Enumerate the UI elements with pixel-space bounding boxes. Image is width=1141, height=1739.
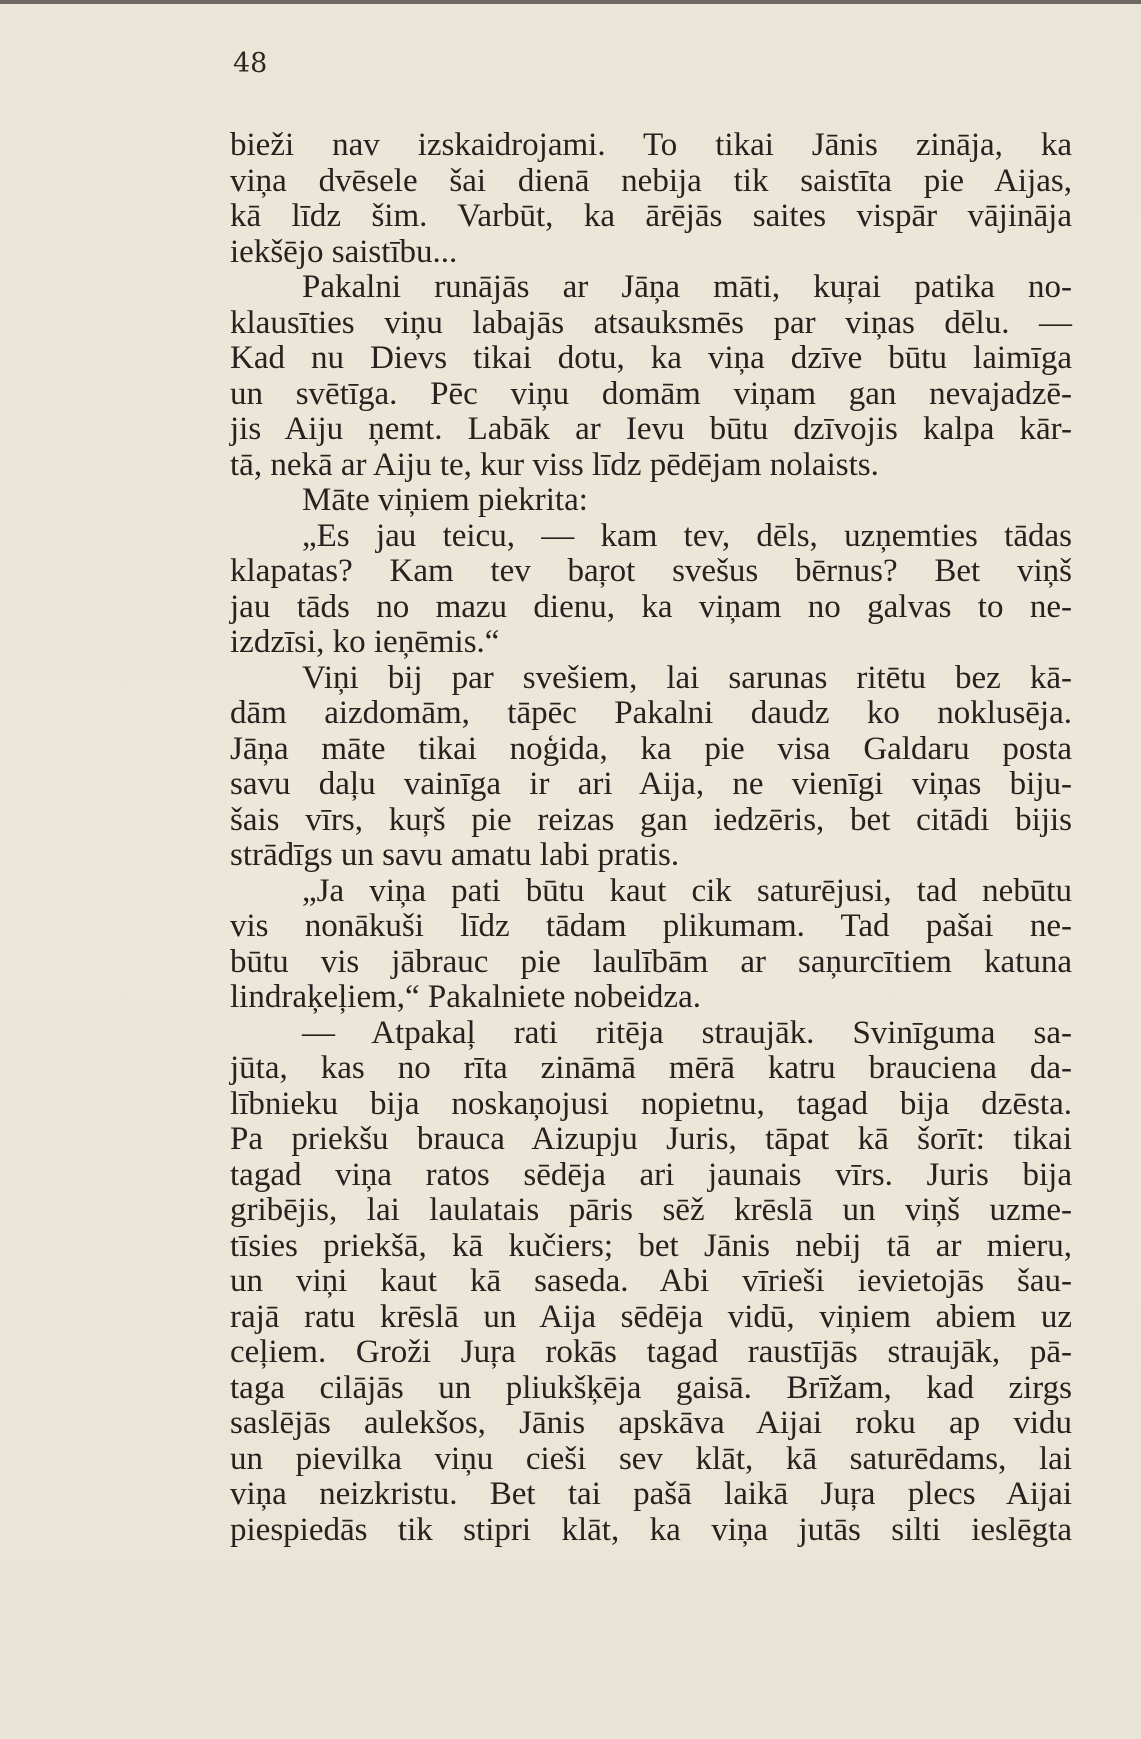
text-line: saslējās aulekšos, Jānis apskāva Aijai roku ap vidu [230, 1405, 1072, 1441]
text-line: savu daļu vainīga ir ari Aija, ne vienīgi viņas biju- [230, 766, 1072, 802]
page-top-edge [0, 0, 1141, 4]
text-line: „Es jau teicu, — kam tev, dēls, uzņemties tādas [302, 517, 1072, 554]
text-line: Jāņa māte tikai noģida, ka pie visa Galdaru posta [230, 730, 1072, 767]
text-line: Kad nu Dievs tikai dotu, ka viņa dzīve būtu laimīga [230, 340, 1072, 376]
text-line: viņa neizkristu. Bet tai pašā laikā Juŗa plecs Aijai [230, 1476, 1072, 1512]
text-line: jau tāds no mazu dienu, ka viņam no galvas to ne- [230, 588, 1072, 625]
text-line: piespiedās tik stipri klāt, ka viņa jutās silti ieslēgta [230, 1511, 1072, 1548]
text-line: ceļiem. Groži Juŗa rokās tagad raustījās straujāk, pā- [230, 1334, 1072, 1370]
text-line: tīsies priekšā, kā kučiers; bet Jānis nebij tā ar mieru, [230, 1227, 1072, 1264]
text-line: jis Aiju ņemt. Labāk ar Ievu būtu dzīvojis kalpa kār- [230, 411, 1072, 447]
text-line: dām aizdomām, tāpēc Pakalni daudz ko noklusēja. [230, 695, 1072, 731]
text-line: vis nonākuši līdz tādam plikumam. Tad pašai ne- [230, 908, 1072, 944]
text-line: un viņi kaut kā saseda. Abi vīrieši ievietojās šau- [230, 1263, 1072, 1299]
text-line: izdzīsi, ko ieņēmis.“ [230, 624, 500, 660]
text-line: un pievilka viņu cieši sev klāt, kā saturēdams, lai [230, 1440, 1072, 1477]
text-line: tā, nekā ar Aiju te, kur viss līdz pēdējam nolaists. [230, 446, 879, 483]
text-line: būtu vis jābrauc pie laulībām ar saņurcītiem katuna [230, 943, 1072, 980]
text-line: jūta, kas no rīta zināmā mērā katru brauciena da- [230, 1050, 1072, 1086]
text-line: Māte viņiem piekrita: [302, 482, 588, 518]
text-line: šais vīrs, kuŗš pie reizas gan iedzēris, bet citādi bijis [230, 801, 1072, 838]
text-line: un svētīga. Pēc viņu domām viņam gan nevajadzē- [230, 375, 1072, 412]
text-line: tagad viņa ratos sēdēja ari jaunais vīrs. Juris bija [230, 1156, 1072, 1193]
text-line: strādīgs un savu amatu labi pratis. [230, 837, 680, 873]
text-line: Viņi bij par svešiem, lai sarunas ritētu bez kā- [302, 659, 1072, 696]
text-line: iekšējo saistību... [230, 233, 458, 270]
page-number: 48 [233, 48, 268, 79]
text-line: Pakalni runājās ar Jāņa māti, kuŗai patika no- [302, 269, 1072, 305]
text-line: rajā ratu krēslā un Aija sēdēja vidū, viņiem abiem uz [230, 1298, 1072, 1335]
text-line: lībnieku bija noskaņojusi nopietnu, tagad bija dzēsta. [230, 1085, 1072, 1122]
text-line: „Ja viņa pati būtu kaut cik saturējusi, tad nebūtu [302, 872, 1072, 909]
text-line: viņa dvēsele šai dienā nebija tik saistīta pie Aijas, [230, 162, 1072, 199]
text-line: klausīties viņu labajās atsauksmēs par viņas dēlu. — [230, 304, 1072, 341]
text-line: kā līdz šim. Varbūt, ka ārējās saites vispār vājināja [230, 198, 1072, 234]
body-text [230, 128, 1072, 1548]
text-line: — Atpakaļ rati ritēja straujāk. Svinīguma sa- [302, 1014, 1072, 1051]
text-line: lindraķeļiem,“ Pakalniete nobeidza. [230, 979, 701, 1015]
text-line: Pa priekšu brauca Aizupju Juris, tāpat kā šorīt: tikai [230, 1121, 1072, 1157]
text-line: klapatas? Kam tev baŗot svešus bērnus? Bet viņš [230, 553, 1072, 589]
text-line: gribējis, lai laulatais pāris sēž krēslā un viņš uzme- [230, 1192, 1072, 1228]
text-line: taga cilājās un pliukšķēja gaisā. Brīžam, kad zirgs [230, 1369, 1072, 1406]
text-line: bieži nav izskaidrojami. To tikai Jānis zināja, ka [230, 127, 1072, 163]
